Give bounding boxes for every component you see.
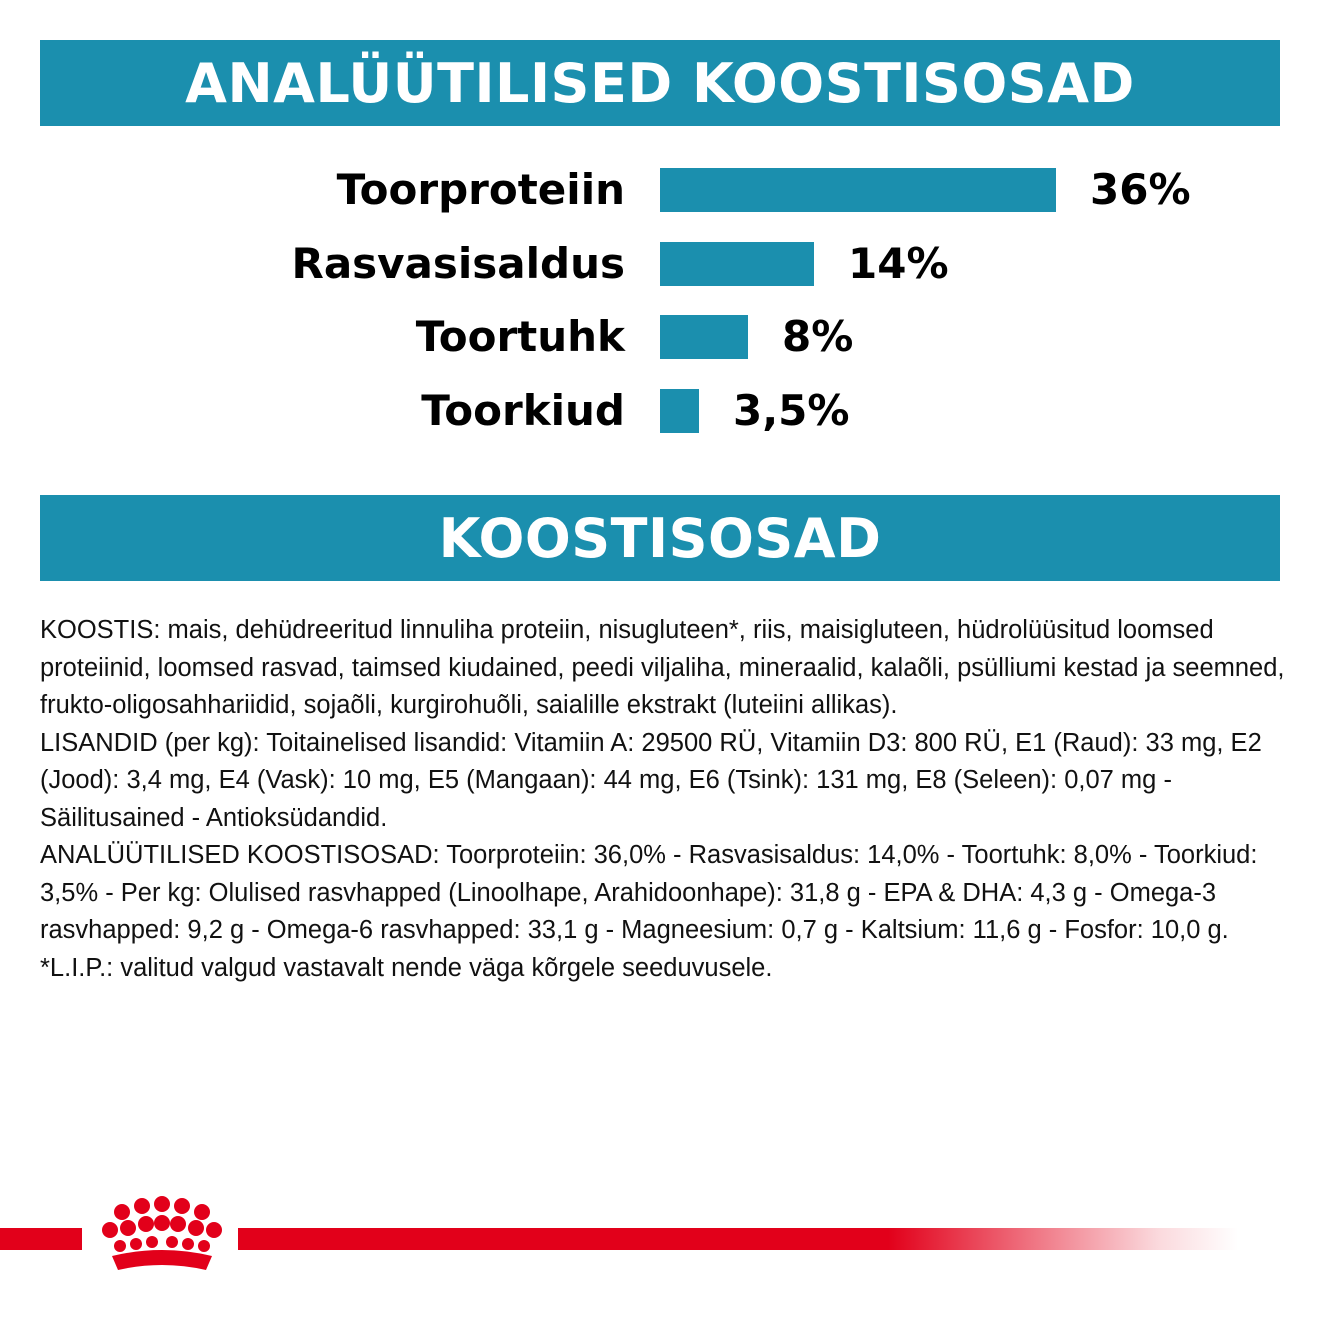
royal-canin-crown-icon	[92, 1196, 232, 1286]
bar-label: Toorkiud	[421, 385, 625, 435]
bar-label: Toorproteiin	[336, 165, 625, 214]
analytical-header-title: ANALÜÜTILISED KOOSTISOSAD	[185, 51, 1135, 115]
additives-paragraph: LISANDID (per kg): Toitainelised lisandid: Vitamiin A: 29500 RÜ, Vitamiin D3: 800 RÜ, E1 (Raud): 33 mg, E2 (Jood): 3,4 mg, E4 (Vask): 10 mg, E5 (Mangaan): 44 mg, E6 (Tsink): 131 mg, E8 (Seleen): 0,07 mg - Säilitusained - Antioksüdandid.	[40, 728, 1262, 832]
composition-header-title: KOOSTISOSAD	[438, 506, 882, 570]
analytical-paragraph: ANALÜÜTILISED KOOSTISOSAD: Toorproteiin: 36,0% - Rasvasisaldus: 14,0% - Toortuhk: 8,0% - Toorkiud: 3,5% - Per kg: Olulised rasvhapped (Linoolhape, Arahidoonhape): 31,8 g - EPA & DHA: 4,3 g - Omega-3 rasvhapped: 9,2 g - Omega-6 rasvhapped: 33,1 g - Magneesium: 0,7 g - Kaltsium: 11,6 g - Fosfor: 10,0 g.	[40, 841, 1258, 944]
brand-line-right	[238, 1228, 1238, 1250]
bar-label: Rasvasisaldus	[291, 238, 625, 288]
composition-paragraph: KOOSTIS: mais, dehüdreeritud linnuliha proteiin, nisugluteen*, riis, maisigluteen, hüdrolüüsitud loomsed proteiinid, loomsed rasvad, taimsed kiudained, peedi viljaliha, mineraalid, kalaõli, psülliumi kestad ja seemned, frukto-oligosahhariidid, sojaõli, kurgirohuõli, saialille ekstrakt (luteiini allikas).	[40, 616, 1285, 719]
brand-line-left	[0, 1228, 82, 1250]
composition-text	[40, 612, 1285, 987]
bar	[660, 168, 1056, 212]
footnote-paragraph: *L.I.P.: valitud valgud vastavalt nende väga kõrgele seeduvusele.	[40, 953, 773, 982]
bar-label: Toortuhk	[415, 312, 625, 361]
bar	[660, 242, 814, 286]
bar	[660, 315, 748, 359]
bar	[660, 389, 699, 433]
bar-value-label: 3,5%	[733, 385, 850, 435]
bar-value-label: 36%	[1090, 165, 1191, 214]
composition-header-banner	[40, 495, 1280, 581]
analytical-bar-chart	[0, 0, 1320, 480]
bar-value-label: 8%	[782, 312, 854, 361]
bar-value-label: 14%	[848, 238, 949, 288]
